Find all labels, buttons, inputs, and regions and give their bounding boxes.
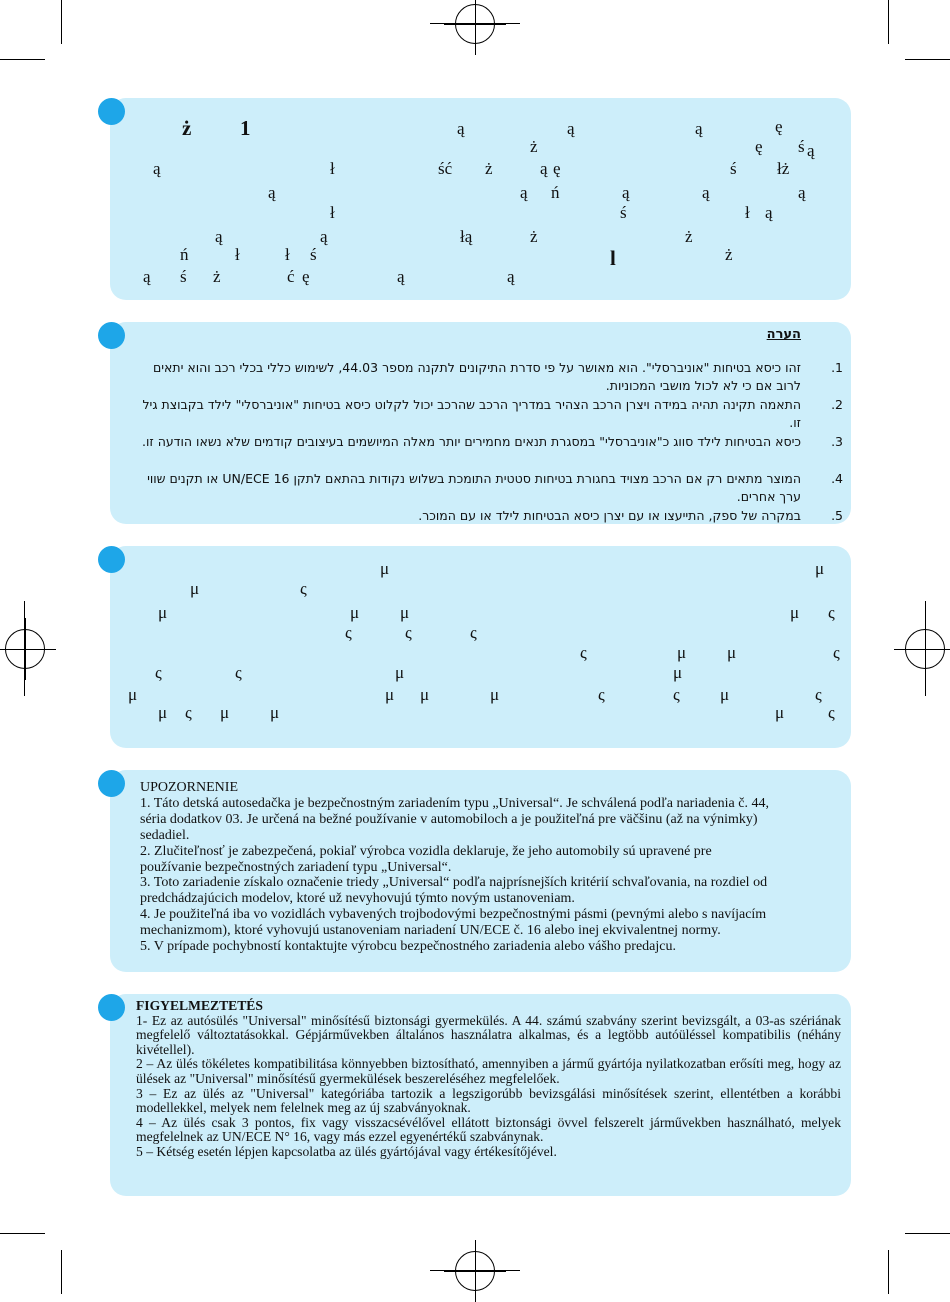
text-fragment: ς — [673, 685, 680, 704]
text-fragment: ę — [755, 137, 763, 156]
text-line: predchádzajúcich modelov, ktoré už nevyhovujú týmto novým ustanoveniam. — [140, 891, 575, 907]
crop-mark — [61, 1250, 62, 1294]
text-fragment: μ — [220, 703, 230, 722]
text-line: 3. Toto zariadenie získalo označenie triedy „Universal“ podľa najprísnejších kritérií schvaľovania, na rozdiel od — [140, 875, 768, 891]
registration-mark — [455, 4, 495, 44]
registration-mark — [905, 629, 945, 669]
text-line: séria dodatkov 03. Je určená na bežné používanie v automobiloch a je použiteľná pre väčšinu (až na výnimky) — [140, 811, 758, 827]
text-line: sedadiel. — [140, 827, 190, 843]
panel-greek — [110, 546, 851, 748]
text-fragment: μ — [775, 703, 785, 722]
text-fragment: ą — [695, 119, 703, 138]
text-fragment: 1 — [240, 116, 251, 140]
text-line: 4. Je použiteľná iba vo vozidlách vybavených trojbodovými bezpečnostnými pásmi (pevnými alebo s navíjacím — [140, 907, 767, 923]
list-item: 2 – Az ülés tökéletes kompatibilitása könnyebben biztosítható, amennyiben a jármű gyártója nyilatkozatban erősíti meg, hogy az ülések az "Universal" minősítésű gyermekülések beszereléséhez megfelelőek. — [136, 1056, 841, 1086]
text-fragment: ń — [180, 245, 189, 264]
text-fragment: ą — [520, 183, 528, 202]
list-item: 4 – Az ülés csak 3 pontos, fix vagy visszacsévélővel ellátott biztonsági övvel felszerelt járművekben használható, melyek megfelelnek az UN/ECE N° 16, vagy más ezzel egyenértékű szabványnak. — [136, 1114, 841, 1145]
crop-mark — [61, 0, 62, 44]
text-fragment: ą — [567, 119, 575, 138]
text-fragment: μ — [720, 685, 730, 704]
bullet-dot — [98, 770, 125, 797]
text-fragment: ż — [182, 116, 192, 140]
crop-mark — [0, 1233, 45, 1234]
bullet-dot — [98, 546, 125, 573]
text-fragment: ż — [485, 159, 493, 178]
crop-mark — [888, 0, 889, 44]
crop-mark — [905, 1233, 950, 1234]
notice-title: הערה — [766, 327, 801, 342]
item-number: .4 — [831, 471, 843, 486]
text-fragment: μ — [158, 603, 168, 622]
text-line: 2. Zlučiteľnosť je zabezpečená, pokiaľ výrobca vozidla deklaruje, že jeho automobily sú upravené pre — [140, 843, 712, 859]
item-text: זהו כיסא בטיחות "אוניברסלי". הוא מאושר על פי סדרת התיקונים לתקנה מספר 44.03, לשימוש כללי בכלי רכב והוא יתאים לרוב אם כי לא לכול מושבי המכוניות. — [152, 360, 801, 393]
item-text: התאמה תקינה תהיה במידה ויצרן הרכב הצהיר במדריך הרכב שהרכב יכול לקלוט כיסא בטיחות "אוניברסלי" לילד בקבוצת גיל זו. — [142, 397, 801, 430]
item-text: במקרה של ספק, התייעצו או עם יצרן כיסא הבטיחות לילד או עם המוכר. — [418, 508, 801, 523]
text-fragment: ą — [798, 183, 806, 202]
text-fragment: μ — [350, 603, 360, 622]
list-item: 3 – Ez az ülés az "Universal" kategóriába tartozik a legszigorúbb bevizsgálási minősítések szerint, ellentétben a korábbi modellekkel, melyek nem felelnek meg az új szabványoknak. — [136, 1085, 841, 1116]
panel-polish — [110, 98, 851, 300]
text-fragment: ς — [185, 703, 192, 722]
text-fragment: ą — [765, 203, 773, 222]
bullet-dot — [98, 98, 125, 125]
text-fragment: ż — [685, 227, 693, 246]
text-fragment: μ — [128, 685, 138, 704]
slovak-notice — [140, 780, 837, 955]
text-fragment: ς — [155, 663, 162, 682]
text-fragment: ą — [507, 267, 515, 286]
list-item — [128, 507, 843, 525]
text-fragment: μ — [673, 663, 683, 682]
list-item — [128, 396, 843, 433]
item-text: כיסא הבטיחות לילד סווג כ"אוניברסלי" במסגרת תנאים מחמירים יותר מאלה המיושמים בעיצובים קודמים שלא נשאו הודעה זו. — [142, 434, 801, 449]
text-fragment: ς — [580, 643, 587, 662]
notice-list — [128, 359, 843, 525]
text-fragment: ς — [470, 623, 477, 642]
text-fragment: ą — [215, 227, 223, 246]
text-fragment: ę — [553, 159, 561, 178]
list-item: 1- Ez az autósülés "Universal" minősítésű biztonsági gyermekülés. A 44. számú szabvány szerint bevizsgált, a 03-as szériának megfelelő változtatásokkal. Gépjárművekben általános használatra alkalmas, és a legtöbb autóüléssel kompatibilis (néhány kivétellel). — [136, 1012, 841, 1057]
text-fragment: ą — [457, 119, 465, 138]
hungarian-notice — [136, 999, 841, 1160]
item-number: .5 — [831, 508, 843, 523]
text-fragment: ś — [620, 203, 627, 222]
text-fragment: łż — [777, 159, 790, 178]
text-fragment: μ — [490, 685, 500, 704]
text-line: 5. V prípade pochybností kontaktujte výrobcu bezpečnostného zariadenia alebo vášho predajcu. — [140, 939, 676, 955]
text-fragment: ś — [730, 159, 737, 178]
item-number: .1 — [831, 360, 843, 375]
registration-mark — [455, 1251, 495, 1291]
text-fragment: μ — [420, 685, 430, 704]
text-fragment: ς — [828, 603, 835, 622]
item-number: .2 — [831, 397, 843, 412]
text-fragment: ć — [287, 267, 295, 286]
text-fragment: ą — [540, 159, 548, 178]
text-fragment: ς — [235, 663, 242, 682]
crop-mark — [0, 59, 45, 60]
notice-title: FIGYELMEZTETÉS — [136, 998, 263, 1013]
list-item — [128, 470, 843, 507]
text-fragment: μ — [270, 703, 280, 722]
text-fragment: ż — [725, 245, 733, 264]
text-fragment: ς — [833, 643, 840, 662]
text-fragment: ą — [397, 267, 405, 286]
text-fragment: łą — [460, 227, 473, 246]
text-line: používanie bezpečnostných zariadení typu „Universal“. — [140, 859, 452, 875]
notice-title: UPOZORNENIE — [140, 780, 238, 795]
crop-mark — [905, 59, 950, 60]
text-fragment: ż — [530, 137, 538, 156]
bullet-dot — [98, 994, 125, 1021]
text-fragment: ę — [302, 267, 310, 286]
text-fragment: ς — [598, 685, 605, 704]
list-item — [128, 359, 843, 396]
text-fragment: ł — [235, 245, 240, 264]
list-item — [128, 433, 843, 470]
panel-hebrew — [110, 322, 851, 524]
text-fragment: ą — [268, 183, 276, 202]
panel-hungarian — [110, 994, 851, 1196]
text-fragment: ż — [213, 267, 221, 286]
text-fragment: l — [610, 246, 616, 270]
item-number: .3 — [831, 434, 843, 449]
text-fragment: ę — [775, 117, 783, 136]
text-fragment: ż — [530, 227, 538, 246]
text-fragment: ś — [310, 245, 317, 264]
text-fragment: μ — [727, 643, 737, 662]
text-fragment: ς — [300, 579, 307, 598]
text-line: mechanizmom), ktoré vyhovujú ustanoveniam nariadení UN/ECE č. 16 alebo inej ekvivalentnej normy. — [140, 923, 721, 939]
text-fragment: μ — [158, 703, 168, 722]
text-fragment: ą — [702, 183, 710, 202]
registration-mark — [5, 629, 45, 669]
text-fragment: ść — [438, 159, 453, 178]
text-fragment: ą — [320, 227, 328, 246]
text-fragment: ł — [330, 203, 335, 222]
text-fragment: ą — [807, 141, 815, 160]
text-fragment: μ — [677, 643, 687, 662]
text-fragment: μ — [790, 603, 800, 622]
text-fragment: ś — [180, 267, 187, 286]
text-fragment: ς — [405, 623, 412, 642]
crop-mark — [888, 1250, 889, 1294]
bullet-dot — [98, 322, 125, 349]
text-fragment: ς — [828, 703, 835, 722]
text-fragment: ą — [622, 183, 630, 202]
text-fragment: ś — [798, 137, 805, 156]
text-fragment: μ — [380, 559, 390, 578]
text-fragment: μ — [815, 559, 825, 578]
text-fragment: ą — [143, 267, 151, 286]
text-fragment: μ — [395, 663, 405, 682]
panel-slovak — [110, 770, 851, 972]
list-item: 5 – Kétség esetén lépjen kapcsolatba az ülés gyártójával vagy értékesítőjével. — [136, 1143, 557, 1159]
text-fragment: ł — [285, 245, 290, 264]
text-line: 1. Táto detská autosedačka je bezpečnostným zariadením typu „Universal“. Je schválená podľa nariadenia č. 44, — [140, 795, 769, 811]
text-fragment: μ — [190, 579, 200, 598]
text-fragment: ń — [551, 183, 560, 202]
text-fragment: μ — [385, 685, 395, 704]
item-text: המוצר מתאים רק אם הרכב מצויד בחגורת בטיחות סטטית התומכת בשלוש נקודות בהתאם לתקן UN/ECE 16 או תקנים שווי ערך אחרים. — [147, 471, 801, 504]
text-fragment: μ — [400, 603, 410, 622]
text-fragment: ς — [815, 685, 822, 704]
text-fragment: ł — [330, 159, 335, 178]
text-fragment: ł — [745, 203, 750, 222]
text-fragment: ς — [345, 623, 352, 642]
text-fragment: ą — [153, 159, 161, 178]
